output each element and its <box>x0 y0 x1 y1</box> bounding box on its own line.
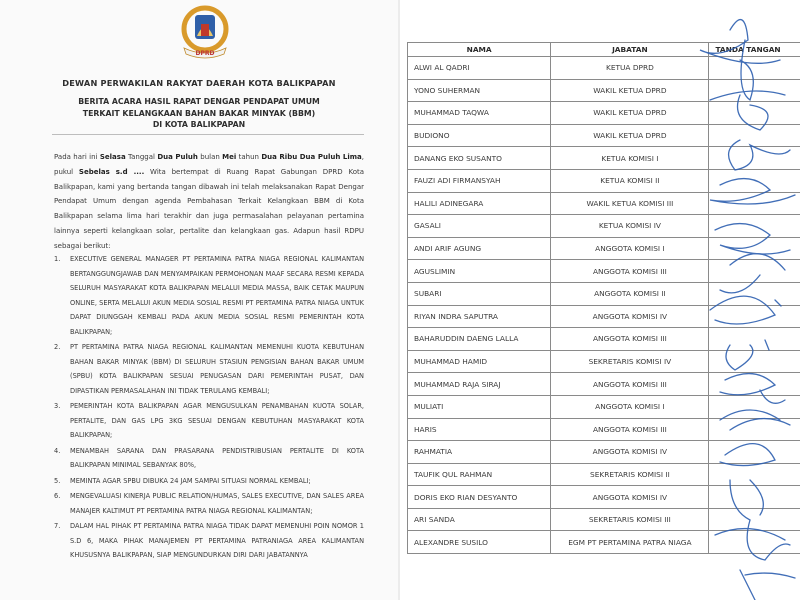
document-title-line: DI KOTA BALIKPAPAN <box>152 120 246 129</box>
member-position: KETUA KOMISI II <box>551 169 709 192</box>
table-row <box>408 282 800 305</box>
member-name: RAHMATIA <box>408 441 551 464</box>
member-name: DORIS EKO RIAN DESYANTO <box>408 486 551 509</box>
meeting-day: Selasa <box>99 153 126 161</box>
member-name: FAUZI ADI FIRMANSYAH <box>408 169 551 192</box>
signature-cell <box>709 350 800 373</box>
member-name: MUHAMMAD RAJA SIRAJ <box>408 373 551 396</box>
item-text: DALAM HAL PIHAK PT PERTAMINA PATRA NIAGA TIDAK DAPAT MEMENUHI POIN NOMOR 1 S.D 6, MAKA PIHAK MANAJEMEN PT PERTAMINA PATRANIAGA AREA KALIMANTAN KHUSUSNYA BALIKPAPAN, SIAP MENGUNDURKAN DIRI DARI JABATANNYA <box>70 522 364 559</box>
intro-text: , pukul <box>54 153 364 176</box>
item-text: MENGEVALUASI KINERJA PUBLIC RELATION/HUMAS, SALES EXECUTIVE, DAN SALES AREA MANAJER KALTIMUT PT PERTAMINA PATRA NIAGA REGIONAL KALIMANTAN; <box>70 492 364 515</box>
signature-cell <box>709 169 800 192</box>
meeting-date: Dua Puluh <box>157 153 198 161</box>
table-row <box>408 147 800 170</box>
member-name: HARIS <box>408 418 551 441</box>
member-name: MUHAMMAD TAQWA <box>408 102 551 125</box>
member-position: WAKIL KETUA KOMISI III <box>551 192 709 215</box>
member-name: ANDI ARIF AGUNG <box>408 237 551 260</box>
table-row <box>408 102 800 125</box>
signature-table <box>407 42 800 554</box>
item-number: 1. <box>54 255 61 263</box>
intro-text: tahun <box>236 153 262 161</box>
signature-cell <box>709 395 800 418</box>
member-position: EGM PT PERTAMINA PATRA NIAGA <box>551 531 709 554</box>
member-name: SUBARI <box>408 282 551 305</box>
resolution-item <box>54 340 364 398</box>
member-position: ANGGOTA KOMISI III <box>551 418 709 441</box>
member-name: TAUFIK QUL RAHMAN <box>408 463 551 486</box>
signature-cell <box>709 124 800 147</box>
member-name: BAHARUDDIN DAENG LALLA <box>408 328 551 351</box>
table-row <box>408 463 800 486</box>
table-row <box>408 486 800 509</box>
member-position: SEKRETARIS KOMISI IV <box>551 350 709 373</box>
table-row <box>408 395 800 418</box>
item-number: 4. <box>54 446 61 455</box>
table-row <box>408 441 800 464</box>
organization-title: DEWAN PERWAKILAN RAKYAT DAERAH KOTA BALIKPAPAN <box>62 78 336 88</box>
member-name: ALWI AL QADRI <box>408 57 551 80</box>
member-name: ARI SANDA <box>408 508 551 531</box>
signature-cell <box>709 441 800 464</box>
member-name: GASALI <box>408 215 551 238</box>
table-row <box>408 418 800 441</box>
member-position: WAKIL KETUA DPRD <box>551 102 709 125</box>
signature-cell <box>709 215 800 238</box>
member-position: KETUA KOMISI I <box>551 147 709 170</box>
intro-text: bulan <box>197 153 223 161</box>
signature-cell <box>709 79 800 102</box>
table-row <box>408 169 800 192</box>
member-position: ANGGOTA KOMISI IV <box>551 441 709 464</box>
intro-text: Wita bertempat di Ruang Rapat Gabungan DPRD Kota Balikpapan, kami yang bertanda tangan dibawah ini telah melaksanakan Rapat Dengar Pendapat Umum dengan agenda Pembahasan Terkait Kelangkaan BBM di Kota Balikpapan selama lima hari terakhir dan juga permasalahan pelayanan pertamina lainnya seperti kelangkaan solar, pertalite dan kelangkaan gas. Adapun hasil RDPU sebagai berikut: <box>54 167 365 250</box>
table-row <box>408 305 800 328</box>
member-name: RIYAN INDRA SAPUTRA <box>408 305 551 328</box>
resolution-item <box>54 444 364 473</box>
table-row <box>408 531 800 554</box>
signature-cell <box>709 531 800 554</box>
meeting-year: Dua Ribu Dua Puluh Lima <box>261 153 362 161</box>
member-name: BUDIONO <box>408 124 551 147</box>
item-text: EXECUTIVE GENERAL MANAGER PT PERTAMINA PATRA NIAGA REGIONAL KALIMANTAN BERTANGGUNGJAWAB DAN MENYAMPAIKAN PERMOHONAN MAAF SECARA RESMI KEPADA SELURUH MASYARAKAT KOTA BALIKPAPAN MELALUI MEDIA MASSA, BAIK CETAK MAUPUN ONLINE, SERTA MELALUI AKUN MEDIA SOSIAL RESMI PT PERTAMINA PATRA NIAGA UNTUK DAPAT DIUNGGAH KEMBALI PADA AKUN MEDIA SOSIAL RESMI PEMERINTAH KOTA BALIKPAPAN; <box>70 255 364 336</box>
intro-text: Tanggal <box>125 153 158 161</box>
signature-cell <box>709 237 800 260</box>
resolution-item <box>54 399 364 443</box>
meeting-time: Sebelas s.d .... <box>78 167 145 176</box>
item-number: 5. <box>54 476 61 485</box>
table-row <box>408 215 800 238</box>
member-position: ANGGOTA KOMISI II <box>551 282 709 305</box>
signature-cell <box>709 57 800 80</box>
member-name: DANANG EKO SUSANTO <box>408 147 551 170</box>
header-divider <box>52 134 364 135</box>
table-row <box>408 57 800 80</box>
meeting-month: Mei <box>222 153 237 161</box>
signature-cell <box>709 486 800 509</box>
member-position: WAKIL KETUA DPRD <box>551 79 709 102</box>
signature-cell <box>709 282 800 305</box>
member-position: ANGGOTA KOMISI III <box>551 260 709 283</box>
column-header-nama: NAMA <box>408 43 551 57</box>
member-position: ANGGOTA KOMISI I <box>551 237 709 260</box>
resolution-item <box>54 519 364 563</box>
table-row <box>408 124 800 147</box>
member-position: KETUA KOMISI IV <box>551 215 709 238</box>
table-row <box>408 260 800 283</box>
item-text: MEMINTA AGAR SPBU DIBUKA 24 JAM SAMPAI SITUASI NORMAL KEMBALI; <box>70 476 311 485</box>
item-text: PT PERTAMINA PATRA NIAGA REGIONAL KALIMANTAN MEMENUHI KUOTA KEBUTUHAN BAHAN BAKAR MINYAK (BBM) DI SELURUH STASIUN PENGISIAN BAHAN BAKAR UMUM (SPBU) KOTA BALIKPAPAN SESUAI PENUGASAN DARI PEMERINTAH PUSAT, DAN DIPASTIKAN PERMASALAHAN INI TIDAK TERULANG KEMBALI; <box>70 343 364 395</box>
signature-cell <box>709 463 800 486</box>
member-position: SEKRETARIS KOMISI III <box>551 508 709 531</box>
member-name: MUHAMMAD HAMID <box>408 350 551 373</box>
svg-text:DPRD: DPRD <box>195 50 215 57</box>
table-row <box>408 79 800 102</box>
member-name: AGUSLIMIN <box>408 260 551 283</box>
member-name: ALEXANDRE SUSILO <box>408 531 551 554</box>
member-position: ANGGOTA KOMISI III <box>551 373 709 396</box>
left-document-page <box>0 0 398 600</box>
table-header-row <box>408 43 800 57</box>
item-text: MENAMBAH SARANA DAN PRASARANA PENDISTRIBUSIAN PERTALITE DI KOTA BALIKPAPAN MINIMAL SEBANYAK 80%, <box>70 446 364 469</box>
intro-text: Pada hari ini <box>54 153 100 161</box>
signature-cell <box>709 373 800 396</box>
member-position: ANGGOTA KOMISI III <box>551 328 709 351</box>
dprd-emblem-icon <box>176 4 234 60</box>
signature-cell <box>709 260 800 283</box>
resolution-item <box>54 489 364 518</box>
document-title-line: TERKAIT KELANGKAAN BAHAN BAKAR MINYAK (BBM) <box>82 108 316 118</box>
table-row <box>408 237 800 260</box>
resolution-item <box>54 474 364 489</box>
signature-cell <box>709 305 800 328</box>
item-number: 3. <box>54 402 61 410</box>
member-position: ANGGOTA KOMISI IV <box>551 486 709 509</box>
intro-paragraph <box>54 150 364 254</box>
signature-cell <box>709 192 800 215</box>
member-name: MULIATI <box>408 395 551 418</box>
table-row <box>408 508 800 531</box>
resolution-list <box>54 252 364 564</box>
member-name: HALILI ADINEGARA <box>408 192 551 215</box>
member-position: SEKRETARIS KOMISI II <box>551 463 709 486</box>
signature-cell <box>709 102 800 125</box>
document-title <box>0 96 398 131</box>
member-position: ANGGOTA KOMISI IV <box>551 305 709 328</box>
document-title-line: BERITA ACARA HASIL RAPAT DENGAR PENDAPAT UMUM <box>78 97 320 106</box>
column-header-tanda-tangan: TANDA TANGAN <box>709 43 800 57</box>
signature-cell <box>709 418 800 441</box>
table-row <box>408 373 800 396</box>
signature-cell <box>709 508 800 531</box>
member-position: WAKIL KETUA DPRD <box>551 124 709 147</box>
column-header-jabatan: JABATAN <box>551 43 709 57</box>
resolution-item <box>54 252 364 339</box>
table-row <box>408 328 800 351</box>
signature-cell <box>709 328 800 351</box>
signature-cell <box>709 147 800 170</box>
item-number: 7. <box>54 522 61 530</box>
member-name: YONO SUHERMAN <box>408 79 551 102</box>
table-row <box>408 350 800 373</box>
item-text: PEMERINTAH KOTA BALIKPAPAN AGAR MENGUSULKAN PENAMBAHAN KUOTA SOLAR, PERTALITE, DAN GAS LPG 3KG SESUAI DENGAN KEBUTUHAN MASYARAKAT KOTA BALIKPAPAN; <box>70 402 364 439</box>
member-position: KETUA DPRD <box>551 57 709 80</box>
item-number: 2. <box>54 343 61 351</box>
item-number: 6. <box>54 492 61 500</box>
member-position: ANGGOTA KOMISI I <box>551 395 709 418</box>
table-row <box>408 192 800 215</box>
